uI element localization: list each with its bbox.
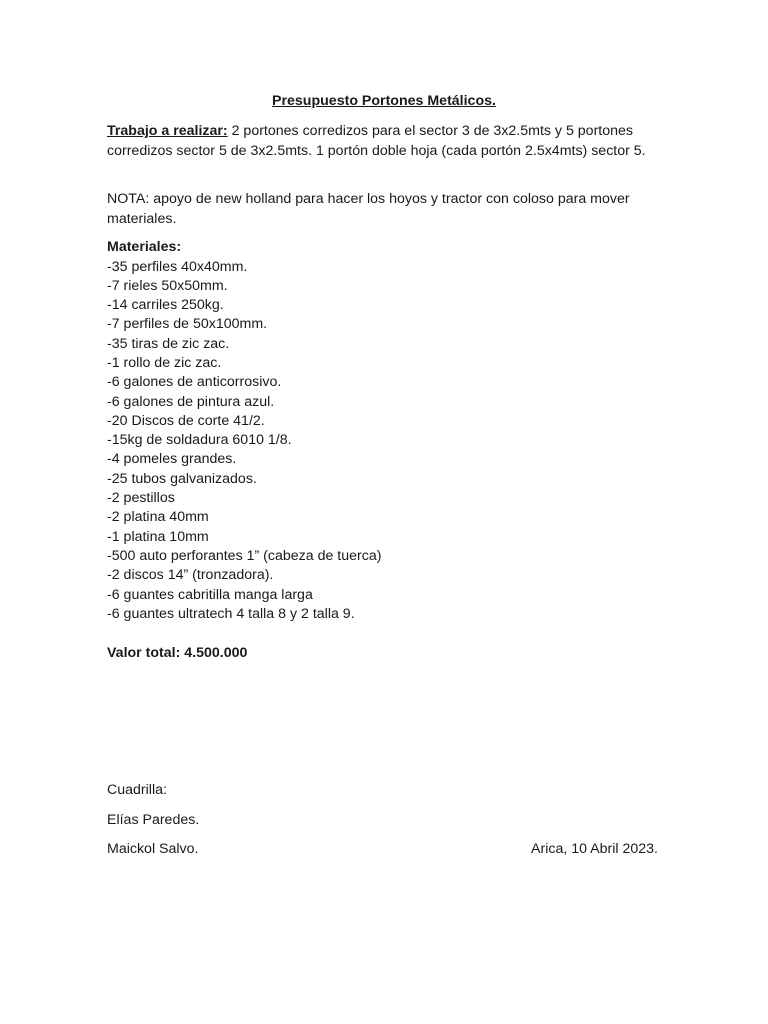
material-item: -1 rollo de zic zac.	[107, 354, 222, 371]
materials-list	[107, 258, 647, 625]
material-item: -2 pestillos	[107, 490, 175, 507]
material-item: -35 perfiles 40x40mm.	[107, 258, 248, 275]
material-item: -35 tiras de zic zac.	[107, 335, 230, 352]
materials-section	[107, 238, 647, 624]
material-item: -7 rieles 50x50mm.	[107, 277, 228, 294]
material-item: -25 tubos galvanizados.	[107, 470, 257, 487]
material-item: -2 platina 40mm	[107, 509, 209, 526]
place-and-date: Arica, 10 Abril 2023.	[531, 841, 658, 857]
document-title: Presupuesto Portones Metálicos.	[272, 93, 496, 109]
material-item: -7 perfiles de 50x100mm.	[107, 316, 268, 333]
material-item: -15kg de soldadura 6010 1/8.	[107, 432, 292, 449]
material-item: -6 guantes ultratech 4 talla 8 y 2 talla 9.	[107, 605, 355, 622]
crew-member: Elías Paredes.	[107, 812, 200, 828]
materials-heading: Materiales:	[107, 239, 182, 255]
note-paragraph: NOTA: apoyo de new holland para hacer los hoyos y tractor con coloso para mover materiales.	[107, 191, 630, 227]
material-item: -1 platina 10mm	[107, 528, 209, 545]
material-item: -6 galones de anticorrosivo.	[107, 374, 282, 391]
material-item: -2 discos 14” (tronzadora).	[107, 567, 274, 584]
material-item: -6 galones de pintura azul.	[107, 393, 275, 410]
work-text: 2 portones corredizos para el sector 3 de 3x2.5mts y 5 portones corredizos sector 5 de 3x2.5mts. 1 portón doble hoja (cada portón 2.5x4mts) sector 5.	[107, 123, 646, 159]
material-item: -500 auto perforantes 1” (cabeza de tuerca)	[107, 547, 382, 564]
material-item: -4 pomeles grandes.	[107, 451, 237, 468]
crew-member: Maickol Salvo.	[107, 841, 199, 857]
material-item: -14 carriles 250kg.	[107, 297, 224, 314]
crew-heading: Cuadrilla:	[107, 782, 167, 798]
total-value: Valor total: 4.500.000	[107, 645, 248, 661]
material-item: -20 Discos de corte 41/2.	[107, 412, 265, 429]
work-description	[107, 122, 647, 161]
work-label: Trabajo a realizar:	[107, 123, 228, 139]
material-item: -6 guantes cabritilla manga larga	[107, 586, 313, 603]
